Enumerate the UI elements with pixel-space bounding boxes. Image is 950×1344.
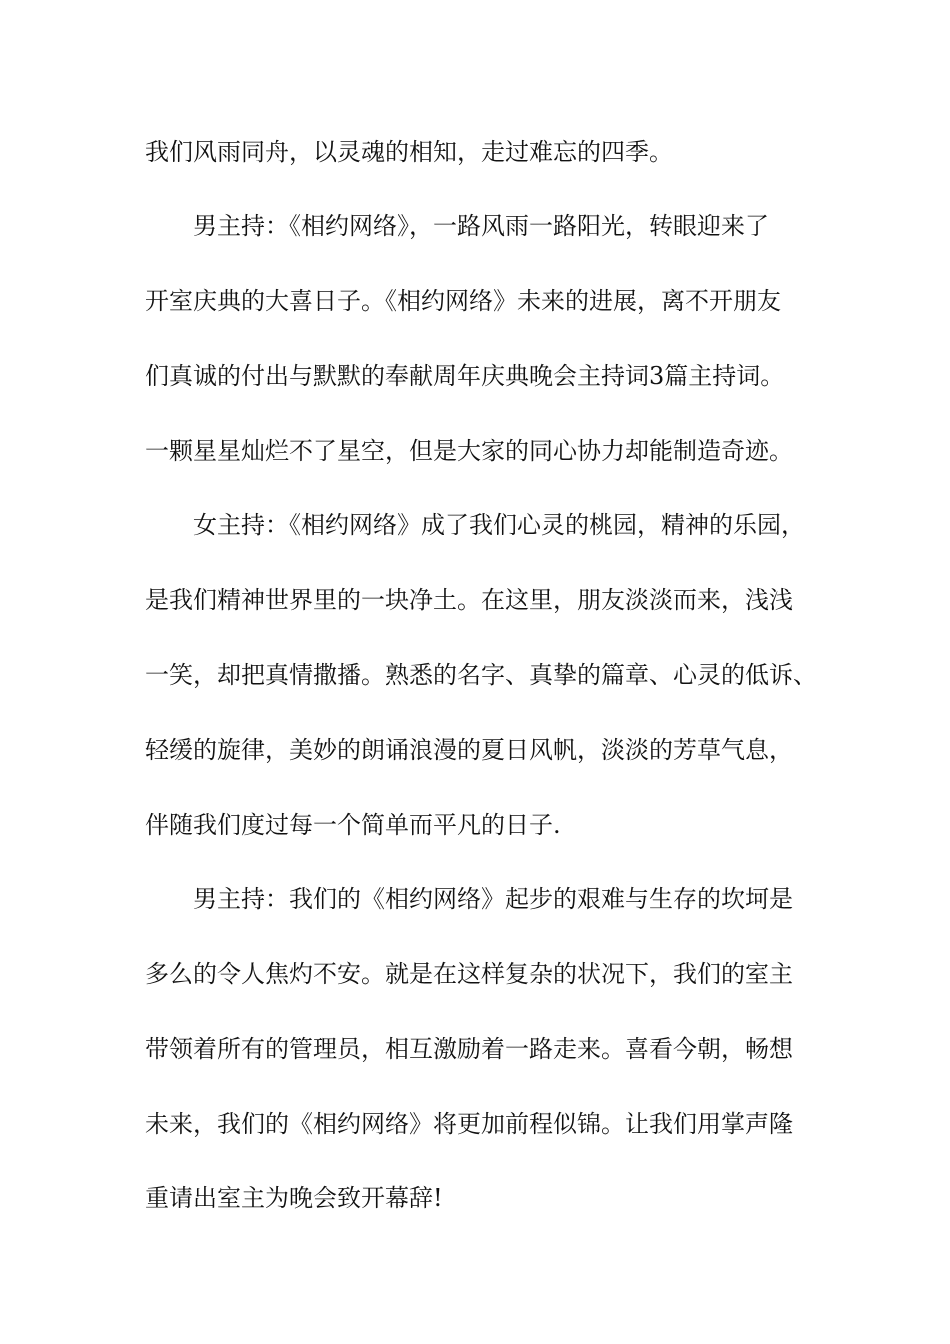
text-line: 多么的令人焦灼不安。就是在这样复杂的状况下，我们的室主 [145, 960, 793, 988]
text-line: 们真诚的付出与默默的奉献周年庆典晚会主持词3篇主持词。 [145, 362, 785, 390]
text-line: 轻缓的旋律，美妙的朗诵浪漫的夏日风帆，淡淡的芳草气息， [145, 736, 793, 764]
text-line: 一颗星星灿烂不了星空，但是大家的同心协力却能制造奇迹。 [145, 437, 793, 465]
text-line: 一笑，却把真情撒播。熟悉的名字、真挚的篇章、心灵的低诉、 [145, 661, 817, 689]
text-line: 是我们精神世界里的一块净土。在这里，朋友淡淡而来，浅浅 [145, 586, 793, 614]
text-line: 女主持：《相约网络》成了我们心灵的桃园，精神的乐园， [193, 511, 805, 539]
text-line: 重请出室主为晚会致开幕辞! [145, 1184, 443, 1212]
text-line: 男主持：《相约网络》，一路风雨一路阳光，转眼迎来了 [193, 212, 769, 240]
text-line: 男主持：我们的《相约网络》起步的艰难与生存的坎坷是 [193, 885, 793, 913]
text-line: 伴随我们度过每一个简单而平凡的日子. [145, 811, 561, 839]
text-line: 我们风雨同舟，以灵魂的相知，走过难忘的四季。 [145, 138, 673, 166]
text-line: 未来，我们的《相约网络》将更加前程似锦。让我们用掌声隆 [145, 1110, 793, 1138]
text-line: 带领着所有的管理员，相互激励着一路走来。喜看今朝，畅想 [145, 1035, 793, 1063]
text-line: 开室庆典的大喜日子。《相约网络》未来的进展，离不开朋友 [145, 287, 781, 315]
